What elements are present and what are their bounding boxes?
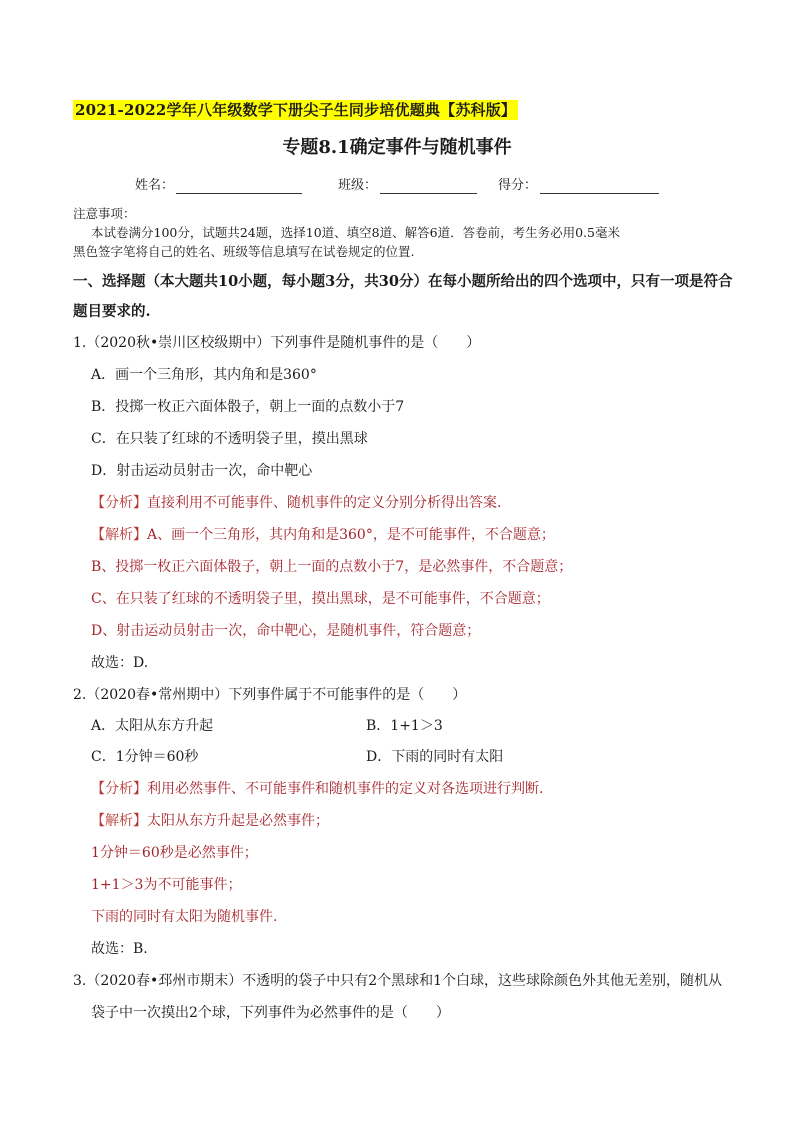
q2-solution-4: 下雨的同时有太阳为随机事件. [91,909,278,925]
score-field[interactable] [540,193,659,194]
solution-tag: 【解析】 [91,527,147,543]
analysis-text: 直接利用不可能事件、随机事件的定义分别分析得出答案. [147,495,502,511]
q1-solution-c: C、在只装了红球的不透明袋子里，摸出黑球，是不可能事件，不合题意； [91,591,550,607]
solution-text: A、画一个三角形，其内角和是360°，是不可能事件，不合题意； [147,527,555,543]
notes-line-2: 黑色签字笔将自己的姓名、班级等信息填写在试卷规定的位置. [73,244,415,259]
q2-option-b: B．1+1＞3 [366,718,443,734]
section-heading-line-1: 一、选择题（本大题共10小题，每小题3分，共30分）在每小题所给出的四个选项中，只有一项是符合 [73,273,733,290]
q2-answer: 故选：B. [91,941,148,957]
q2-solution-3: 1+1＞3为不可能事件； [91,877,242,893]
solution-text: 太阳从东方升起是必然事件； [147,813,329,829]
score-label: 得分： [498,178,538,193]
q1-analysis [91,493,501,513]
q1-stem: 1.（2020秋•崇川区校级期中）下列事件是随机事件的是（ ） [73,335,481,351]
q3-stem-line-2: 袋子中一次摸出2个球，下列事件为必然事件的是（ ） [91,1005,450,1021]
name-field[interactable] [176,193,302,194]
q1-solution-d: D、射击运动员射击一次，命中靶心，是随机事件，符合题意； [91,623,481,639]
q2-solution-2: 1分钟＝60秒是必然事件； [91,845,258,861]
class-field[interactable] [380,193,477,194]
section-heading-line-2: 题目要求的. [73,303,151,320]
name-label: 姓名： [135,178,175,193]
q2-option-d: D．下雨的同时有太阳 [366,749,504,765]
q2-option-a: A．太阳从东方升起 [91,718,214,734]
document-title: 专题8.1确定事件与随机事件 [282,137,512,158]
q2-solution [91,811,329,831]
q1-solution [91,525,555,545]
q2-analysis [91,779,543,799]
q1-solution-b: B、投掷一枚正六面体骰子，朝上一面的点数小于7，是必然事件，不合题意； [91,559,573,575]
q3-stem-line-1: 3.（2020春•邳州市期末）不透明的袋子中只有2个黑球和1个白球，这些球除颜色外其他无差别，随机从 [73,973,723,989]
notes-line-1: 本试卷满分100分，试题共24题，选择10道、填空8道、解答6道．答卷前，考生务必用0.5毫米 [91,225,620,240]
analysis-text: 利用必然事件、不可能事件和随机事件的定义对各选项进行判断. [147,781,544,797]
q1-option-b: B．投掷一枚正六面体骰子，朝上一面的点数小于7 [91,399,405,415]
q1-option-c: C．在只装了红球的不透明袋子里，摸出黑球 [91,431,368,447]
notes-heading: 注意事项： [73,206,136,221]
q1-option-a: A．画一个三角形，其内角和是360° [91,367,317,383]
analysis-tag: 【分析】 [91,781,147,797]
series-banner: 2021-2022学年八年级数学下册尖子生同步培优题典【苏科版】 [75,101,517,119]
solution-tag: 【解析】 [91,813,147,829]
q1-option-d: D．射击运动员射击一次，命中靶心 [91,463,313,479]
q1-answer: 故选：D. [91,655,149,671]
q2-stem: 2.（2020春•常州期中）下列事件属于不可能事件的是（ ） [73,687,467,703]
class-label: 班级： [338,178,378,193]
analysis-tag: 【分析】 [91,495,147,511]
student-info-row [0,176,794,196]
q2-option-c: C．1分钟＝60秒 [91,749,199,765]
